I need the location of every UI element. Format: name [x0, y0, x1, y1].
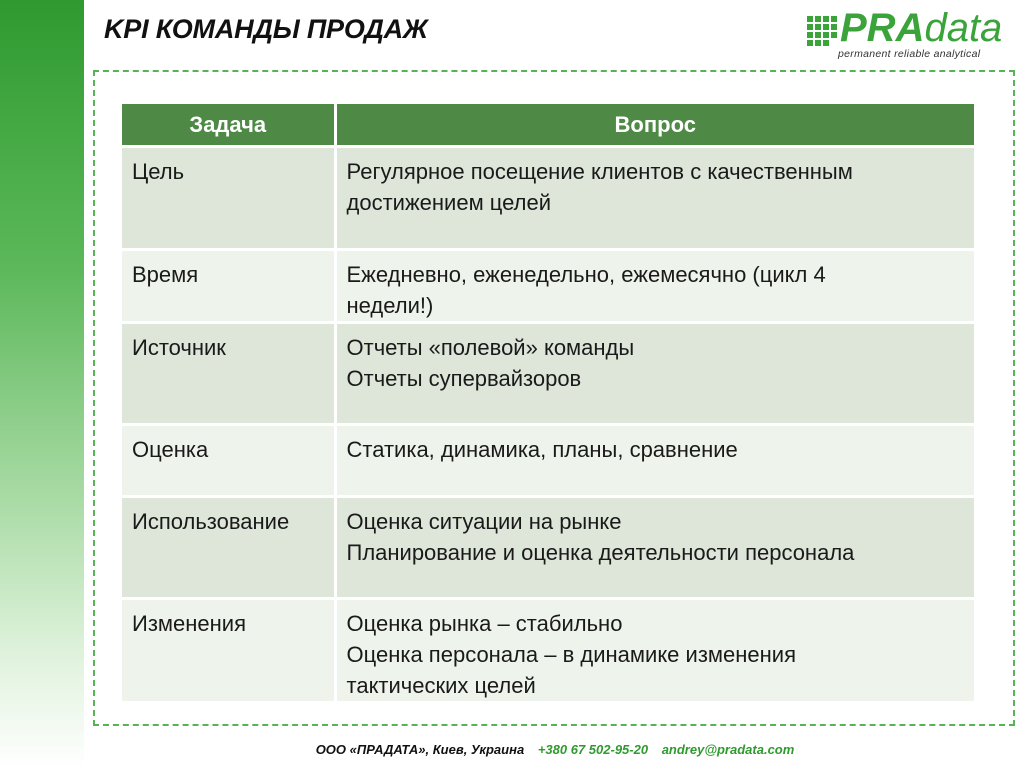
task-cell: Оценка — [122, 425, 335, 497]
question-line: Оценка персонала – в динамике изменения — [346, 642, 797, 667]
table-row — [122, 425, 974, 497]
question-cell — [335, 599, 974, 703]
logo-wordmark — [840, 4, 1002, 52]
question-line: Статика, динамика, планы, сравнение — [346, 437, 738, 462]
footer — [0, 742, 1024, 757]
task-cell: Источник — [122, 323, 335, 425]
footer-company: ООО «ПРАДАТА», Киев, Украина — [315, 742, 525, 757]
table-row — [122, 250, 974, 323]
question-line: Регулярное посещение клиентов с качественным — [346, 159, 853, 184]
question-line: Планирование и оценка деятельности персонала — [346, 540, 855, 565]
footer-phone: +380 67 502-95-20 — [537, 742, 649, 757]
column-header-task: Задача — [122, 104, 335, 147]
table-row — [122, 599, 974, 703]
question-cell — [335, 250, 974, 323]
logo-brand-light: data — [924, 6, 1003, 50]
question-cell — [335, 147, 974, 250]
task-cell: Цель — [122, 147, 335, 250]
question-line: тактических целей — [346, 673, 536, 698]
footer-email-link[interactable]: andrey@pradata.com — [661, 742, 795, 757]
question-line: Ежедневно, еженедельно, ежемесячно (цикл 4 — [346, 262, 826, 287]
table-row — [122, 147, 974, 250]
question-cell — [335, 425, 974, 497]
task-cell: Время — [122, 250, 335, 323]
logo-tagline: permanent reliable analytical — [838, 48, 981, 60]
slide-title: KPI КОМАНДЫ ПРОДАЖ — [104, 14, 428, 44]
question-line: недели!) — [346, 293, 434, 318]
table-row — [122, 323, 974, 425]
grid-squares-icon — [806, 13, 840, 47]
table-row — [122, 497, 974, 599]
question-cell — [335, 323, 974, 425]
question-line: Отчеты супервайзоров — [346, 366, 582, 391]
task-cell: Изменения — [122, 599, 335, 703]
kpi-table — [122, 104, 974, 704]
side-gradient-stripe — [0, 0, 84, 768]
question-line: Отчеты «полевой» команды — [346, 335, 635, 360]
column-header-question: Вопрос — [335, 104, 974, 147]
question-cell — [335, 497, 974, 599]
table-header-row — [122, 104, 974, 147]
task-cell: Использование — [122, 497, 335, 599]
question-line: достижением целей — [346, 190, 552, 215]
logo-brand-bold: PRA — [840, 6, 925, 50]
pradata-logo — [806, 8, 1012, 62]
question-line: Оценка ситуации на рынке — [346, 509, 622, 534]
question-line: Оценка рынка – стабильно — [346, 611, 623, 636]
